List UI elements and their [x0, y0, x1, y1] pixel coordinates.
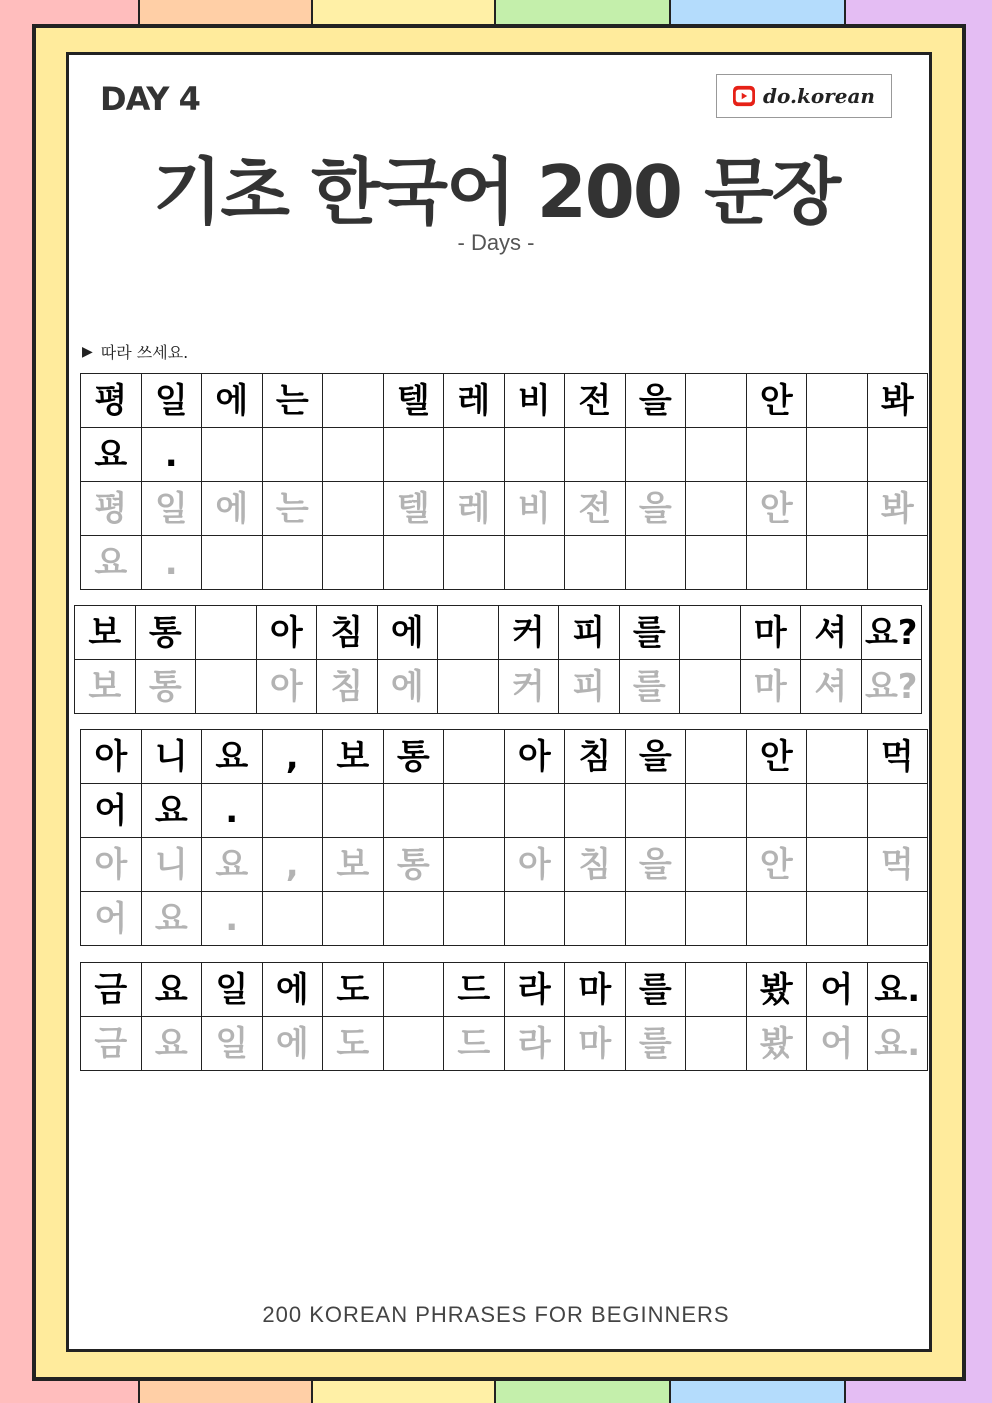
practice-grid-3: [80, 729, 928, 946]
trace-cell[interactable]: 셔: [801, 660, 862, 714]
grid-cell: [504, 428, 565, 482]
grid-cell: [444, 730, 505, 784]
grid-cell: [746, 784, 807, 838]
trace-cell[interactable]: 요: [141, 892, 202, 946]
grid-cell: 도: [323, 963, 384, 1017]
trace-cell[interactable]: 를: [625, 1017, 686, 1071]
grid-cell: [202, 428, 263, 482]
trace-cell[interactable]: 일: [202, 1017, 263, 1071]
grid-cell: 전: [565, 374, 626, 428]
grid-cell: 봤: [746, 963, 807, 1017]
trace-cell[interactable]: 커: [498, 660, 559, 714]
grid-cell: [196, 606, 257, 660]
grid-cell: ,: [262, 730, 323, 784]
trace-cell[interactable]: 를: [619, 660, 680, 714]
grid-cell: 일: [141, 374, 202, 428]
trace-cell[interactable]: [807, 838, 868, 892]
trace-cell[interactable]: 금: [81, 1017, 142, 1071]
grid-cell: 텔: [383, 374, 444, 428]
grid-cell: 아: [81, 730, 142, 784]
grid-cell: 에: [262, 963, 323, 1017]
grid-cell: 비: [504, 374, 565, 428]
trace-cell[interactable]: 아: [256, 660, 317, 714]
grid-cell: [867, 784, 928, 838]
trace-cell[interactable]: [686, 1017, 747, 1071]
instruction: [82, 340, 188, 363]
trace-cell[interactable]: ,: [262, 838, 323, 892]
trace-cell[interactable]: [686, 838, 747, 892]
play-triangle-icon: ▶: [82, 343, 93, 360]
trace-cell[interactable]: 평: [81, 482, 142, 536]
trace-cell[interactable]: [323, 892, 384, 946]
trace-cell[interactable]: 드: [444, 1017, 505, 1071]
trace-cell[interactable]: [438, 660, 499, 714]
trace-cell[interactable]: [686, 892, 747, 946]
trace-cell[interactable]: 안: [746, 482, 807, 536]
grid-cell: 를: [619, 606, 680, 660]
grid-cell: 라: [504, 963, 565, 1017]
trace-cell[interactable]: [746, 892, 807, 946]
trace-cell[interactable]: [746, 536, 807, 590]
trace-cell[interactable]: [625, 536, 686, 590]
trace-cell[interactable]: 에: [262, 1017, 323, 1071]
grid-cell: 일: [202, 963, 263, 1017]
trace-cell[interactable]: 요?: [861, 660, 922, 714]
trace-cell[interactable]: 요.: [867, 1017, 928, 1071]
trace-cell[interactable]: 아: [504, 838, 565, 892]
trace-cell[interactable]: [323, 482, 384, 536]
grid-cell: [262, 428, 323, 482]
trace-cell[interactable]: 아: [81, 838, 142, 892]
trace-cell[interactable]: 피: [559, 660, 620, 714]
grid-cell: 마: [740, 606, 801, 660]
grid-cell: 어: [807, 963, 868, 1017]
trace-cell[interactable]: 는: [262, 482, 323, 536]
grid-cell: 요?: [861, 606, 922, 660]
grid-cell: 셔: [801, 606, 862, 660]
grid-cell: 니: [141, 730, 202, 784]
grid-cell: 요: [81, 428, 142, 482]
trace-cell[interactable]: [504, 536, 565, 590]
grid-cell: [323, 784, 384, 838]
trace-cell[interactable]: 에: [377, 660, 438, 714]
grid-cell: [323, 374, 384, 428]
grid-cell: [625, 428, 686, 482]
trace-cell[interactable]: [202, 536, 263, 590]
grid-cell: [807, 428, 868, 482]
trace-cell[interactable]: [867, 536, 928, 590]
trace-cell[interactable]: 보: [75, 660, 136, 714]
grid-cell: [444, 784, 505, 838]
grid-cell: 에: [202, 374, 263, 428]
trace-cell[interactable]: [565, 892, 626, 946]
trace-cell[interactable]: [807, 892, 868, 946]
grid-cell: 드: [444, 963, 505, 1017]
trace-cell[interactable]: [383, 536, 444, 590]
trace-cell[interactable]: 요: [81, 536, 142, 590]
trace-cell[interactable]: .: [141, 536, 202, 590]
grid-cell: [625, 784, 686, 838]
trace-cell[interactable]: 침: [565, 838, 626, 892]
grid-cell: [504, 784, 565, 838]
grid-cell: 는: [262, 374, 323, 428]
trace-cell[interactable]: [196, 660, 257, 714]
trace-cell[interactable]: 요: [202, 838, 263, 892]
trace-cell[interactable]: 통: [135, 660, 196, 714]
grid-cell: 마: [565, 963, 626, 1017]
trace-cell[interactable]: 레: [444, 482, 505, 536]
grid-cell: 안: [746, 374, 807, 428]
grid-cell: [383, 428, 444, 482]
page-subtitle: - Days -: [457, 230, 535, 255]
grid-cell: 피: [559, 606, 620, 660]
trace-cell[interactable]: 비: [504, 482, 565, 536]
grid-cell: 금: [81, 963, 142, 1017]
grid-cell: 에: [377, 606, 438, 660]
trace-cell[interactable]: [444, 536, 505, 590]
trace-cell[interactable]: 라: [504, 1017, 565, 1071]
grid-cell: [565, 428, 626, 482]
trace-cell[interactable]: 전: [565, 482, 626, 536]
trace-cell[interactable]: 마: [565, 1017, 626, 1071]
grid-cell: [686, 963, 747, 1017]
grid-cell: 침: [317, 606, 378, 660]
trace-cell[interactable]: [444, 838, 505, 892]
grid-cell: [262, 784, 323, 838]
trace-cell[interactable]: 침: [317, 660, 378, 714]
grid-cell: 을: [625, 730, 686, 784]
trace-cell[interactable]: 보: [323, 838, 384, 892]
grid-cell: 레: [444, 374, 505, 428]
trace-cell[interactable]: [504, 892, 565, 946]
grid-cell: [686, 730, 747, 784]
grid-cell: .: [141, 428, 202, 482]
grid-cell: 아: [504, 730, 565, 784]
grid-cell: 통: [135, 606, 196, 660]
grid-cell: [746, 428, 807, 482]
trace-cell[interactable]: 요: [141, 1017, 202, 1071]
grid-cell: [807, 784, 868, 838]
trace-cell[interactable]: 어: [807, 1017, 868, 1071]
trace-cell[interactable]: 을: [625, 482, 686, 536]
trace-cell[interactable]: 에: [202, 482, 263, 536]
trace-cell[interactable]: [262, 536, 323, 590]
grid-cell: 요: [202, 730, 263, 784]
grid-cell: 평: [81, 374, 142, 428]
grid-cell: [680, 606, 741, 660]
trace-cell[interactable]: 마: [740, 660, 801, 714]
grid-cell: 통: [383, 730, 444, 784]
channel-name: do.korean: [763, 84, 875, 108]
trace-cell[interactable]: 일: [141, 482, 202, 536]
grid-cell: [323, 428, 384, 482]
trace-cell[interactable]: [807, 536, 868, 590]
channel-badge[interactable]: [716, 74, 892, 118]
trace-cell[interactable]: 을: [625, 838, 686, 892]
grid-cell: 보: [323, 730, 384, 784]
trace-cell[interactable]: 통: [383, 838, 444, 892]
grid-cell: 요: [141, 963, 202, 1017]
trace-cell[interactable]: 어: [81, 892, 142, 946]
practice-grid-4: [80, 962, 928, 1071]
trace-cell[interactable]: 먹: [867, 838, 928, 892]
trace-cell[interactable]: [867, 892, 928, 946]
grid-cell: .: [202, 784, 263, 838]
footer-text: 200 KOREAN PHRASES FOR BEGINNERS: [262, 1302, 730, 1327]
trace-cell[interactable]: 봤: [746, 1017, 807, 1071]
trace-cell[interactable]: [383, 1017, 444, 1071]
grid-cell: [867, 428, 928, 482]
grid-cell: [438, 606, 499, 660]
trace-cell[interactable]: [686, 536, 747, 590]
trace-cell[interactable]: [323, 536, 384, 590]
trace-cell[interactable]: 봐: [867, 482, 928, 536]
trace-cell[interactable]: [444, 892, 505, 946]
grid-cell: [444, 428, 505, 482]
trace-cell[interactable]: [565, 536, 626, 590]
grid-cell: [807, 374, 868, 428]
trace-cell[interactable]: 도: [323, 1017, 384, 1071]
trace-cell[interactable]: [262, 892, 323, 946]
trace-cell[interactable]: [383, 892, 444, 946]
instruction-text: 따라 쓰세요.: [100, 343, 189, 362]
trace-cell[interactable]: 텔: [383, 482, 444, 536]
grid-cell: 먹: [867, 730, 928, 784]
practice-grid-2: [74, 605, 922, 714]
practice-grid-1: [80, 373, 928, 590]
grid-cell: 안: [746, 730, 807, 784]
trace-cell[interactable]: [625, 892, 686, 946]
page-title: 기초 한국어 200 문장: [152, 150, 840, 234]
grid-cell: 봐: [867, 374, 928, 428]
grid-cell: [686, 784, 747, 838]
trace-cell[interactable]: .: [202, 892, 263, 946]
grid-cell: [686, 374, 747, 428]
grid-cell: 아: [256, 606, 317, 660]
grid-cell: 커: [498, 606, 559, 660]
grid-cell: [383, 963, 444, 1017]
grid-cell: 보: [75, 606, 136, 660]
trace-cell[interactable]: 안: [746, 838, 807, 892]
grid-cell: [807, 730, 868, 784]
trace-cell[interactable]: [807, 482, 868, 536]
grid-cell: 을: [625, 374, 686, 428]
trace-cell[interactable]: [680, 660, 741, 714]
trace-cell[interactable]: [686, 482, 747, 536]
grid-cell: 요.: [867, 963, 928, 1017]
youtube-play-icon: [733, 85, 755, 107]
day-label: DAY 4: [100, 80, 200, 118]
grid-cell: [383, 784, 444, 838]
grid-cell: [565, 784, 626, 838]
grid-cell: 요: [141, 784, 202, 838]
grid-cell: 어: [81, 784, 142, 838]
grid-cell: [686, 428, 747, 482]
trace-cell[interactable]: 니: [141, 838, 202, 892]
grid-cell: 침: [565, 730, 626, 784]
grid-cell: 를: [625, 963, 686, 1017]
